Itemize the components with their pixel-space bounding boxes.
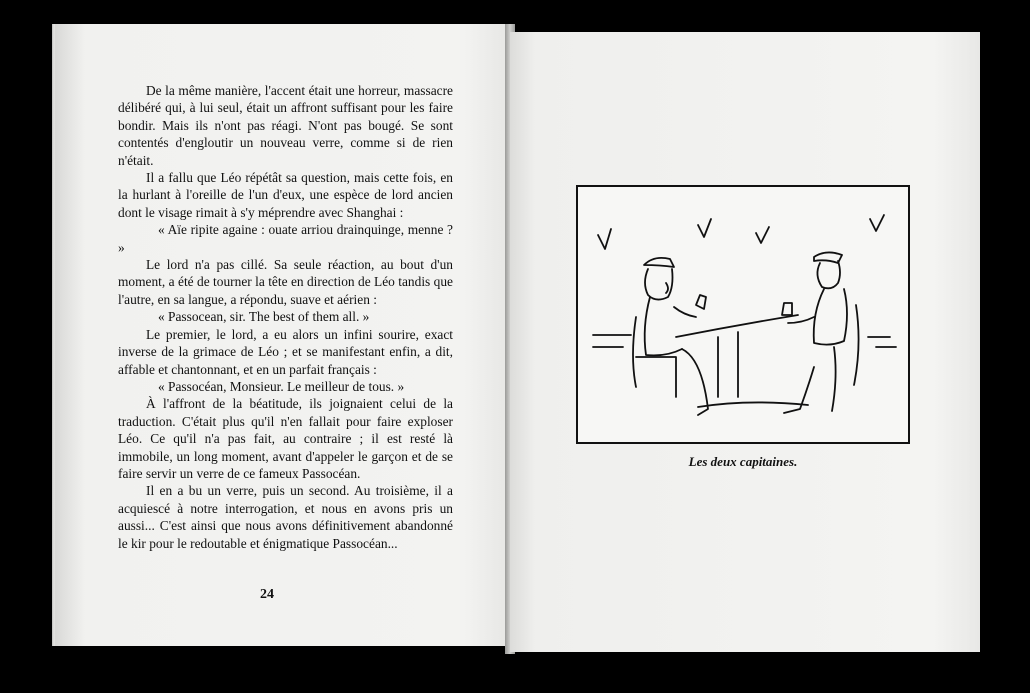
dialogue-line: « Passocéan, Monsieur. Le meilleur de tous. » [158,378,405,394]
captain-cap [644,258,674,267]
paragraph: Le premier, le lord, a eu alors un infini sourire, exact inverse de la grimace de Léo ; et se manifestant enfin, a dit, affable et chantonnant, et en un parfait français : [118,326,453,377]
bird-icon [756,227,769,243]
bird-icon [698,219,711,237]
page-number: 24 [260,587,274,602]
illustration-caption: Les deux capitaines. [688,454,798,469]
illustration [576,185,910,444]
glass-icon [782,303,792,315]
dialogue-line: « Aïe ripite againe : ouate arriou drainquinge, menne ? » [118,222,453,255]
paragraph: Il en a bu un verre, puis un second. Au troisième, il a acquiescé à notre interrogation, et nous en avons pris un aussi... C'est ainsi que nous avons définitivement abandonné le kir pour le redoutable et énigmatique Passocéan... [118,483,453,551]
bird-icon [598,229,611,249]
paragraph: Il a fallu que Léo répétât sa question, mais cette fois, en la hurlant à l'oreille de l'un d'eux, une espèce de lord ancien dont le visage rimait à s'y méprendre avec Shanghai : [118,170,453,220]
paragraph: De la même manière, l'accent était une horreur, massacre délibéré qui, à lui seul, était un affront suffisant pour les faire bondir. Mais ils n'ont pas réagi. N'ont pas bougé. Se sont contentés d'engloutir un nouveau verre, comme si de rien n'était. [118,83,453,168]
left-page [55,24,510,646]
bird-icon [870,215,884,231]
two-captains-drawing [578,187,908,442]
left-page-text [118,82,453,552]
dialogue-line: « Passocean, sir. The best of them all. » [158,309,370,325]
glass-icon [696,295,706,309]
right-page [510,32,980,652]
paragraph: À l'affront de la béatitude, ils joignaient celui de la traduction. C'était plus qu'il n'en fallait pour faire exploser Léo. Ce qu'il n'a pas fait, au contraire ; il est resté là immobile, un long moment, avant d'appeler le garçon et de se faire servir un verre de ce fameux Passocéan. [118,396,453,481]
paragraph: Le lord n'a pas cillé. Sa seule réaction, au bout d'un moment, a été de tourner la tête en direction de Léo tandis que l'autre, en sa langue, a répondu, suave et aérien : [118,257,453,307]
